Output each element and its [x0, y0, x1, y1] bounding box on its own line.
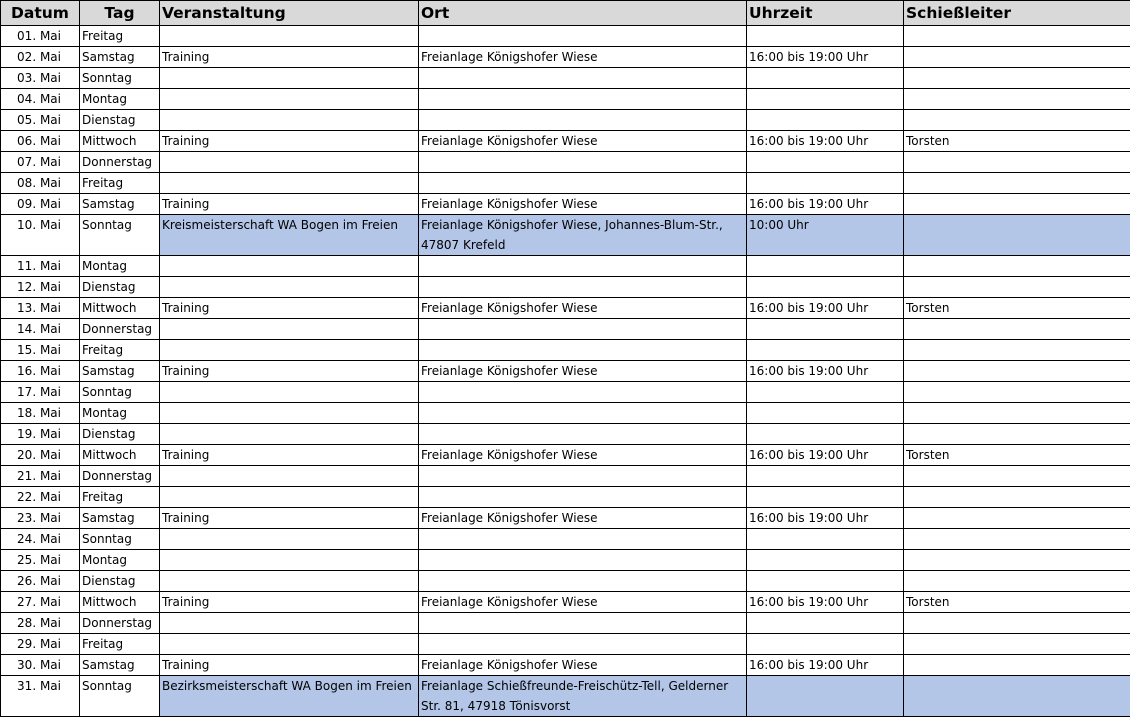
cell-datum: 23. Mai [1, 508, 80, 529]
cell-veranstaltung [160, 89, 419, 110]
cell-uhrzeit: 16:00 bis 19:00 Uhr [747, 298, 904, 319]
cell-uhrzeit [747, 487, 904, 508]
table-row [1, 194, 1130, 215]
cell-tag: Sonntag [80, 529, 160, 550]
cell-datum: 29. Mai [1, 634, 80, 655]
cell-uhrzeit [747, 466, 904, 487]
cell-veranstaltung [160, 487, 419, 508]
cell-tag: Samstag [80, 361, 160, 382]
header-schiessleiter: Schießleiter [904, 1, 1130, 26]
table-row [1, 131, 1130, 152]
cell-veranstaltung: Training [160, 592, 419, 613]
header-datum: Datum [1, 1, 80, 26]
table-row [1, 319, 1130, 340]
table-row [1, 508, 1130, 529]
cell-ort [419, 319, 747, 340]
cell-uhrzeit [747, 529, 904, 550]
cell-veranstaltung: Training [160, 445, 419, 466]
cell-ort [419, 529, 747, 550]
table-row [1, 571, 1130, 592]
cell-ort [419, 89, 747, 110]
cell-uhrzeit [747, 173, 904, 194]
cell-schiessleiter [904, 508, 1130, 529]
cell-ort [419, 256, 747, 277]
cell-tag: Freitag [80, 487, 160, 508]
table-row [1, 110, 1130, 131]
cell-ort: Freianlage Königshofer Wiese [419, 508, 747, 529]
cell-veranstaltung [160, 466, 419, 487]
table-row [1, 68, 1130, 89]
cell-schiessleiter [904, 173, 1130, 194]
cell-ort: Freianlage Königshofer Wiese [419, 47, 747, 68]
cell-ort: Freianlage Königshofer Wiese [419, 592, 747, 613]
cell-uhrzeit: 16:00 bis 19:00 Uhr [747, 361, 904, 382]
header-tag: Tag [80, 1, 160, 26]
table-row [1, 47, 1130, 68]
cell-schiessleiter [904, 487, 1130, 508]
table-row [1, 298, 1130, 319]
cell-tag: Dienstag [80, 110, 160, 131]
cell-veranstaltung [160, 152, 419, 173]
cell-tag: Freitag [80, 634, 160, 655]
cell-veranstaltung [160, 613, 419, 634]
table-row [1, 529, 1130, 550]
cell-ort [419, 550, 747, 571]
cell-tag: Mittwoch [80, 445, 160, 466]
table-row [1, 277, 1130, 298]
table-row [1, 613, 1130, 634]
cell-datum: 10. Mai [1, 215, 80, 256]
cell-veranstaltung [160, 634, 419, 655]
cell-ort [419, 487, 747, 508]
cell-ort [419, 466, 747, 487]
cell-ort [419, 571, 747, 592]
cell-ort [419, 110, 747, 131]
cell-veranstaltung [160, 110, 419, 131]
cell-veranstaltung: Training [160, 508, 419, 529]
cell-veranstaltung: Training [160, 655, 419, 676]
table-row [1, 676, 1130, 717]
cell-veranstaltung [160, 529, 419, 550]
cell-datum: 02. Mai [1, 47, 80, 68]
header-ort: Ort [419, 1, 747, 26]
cell-schiessleiter [904, 634, 1130, 655]
cell-uhrzeit [747, 319, 904, 340]
cell-ort [419, 277, 747, 298]
cell-schiessleiter [904, 655, 1130, 676]
cell-ort: Freianlage Königshofer Wiese [419, 298, 747, 319]
cell-uhrzeit: 16:00 bis 19:00 Uhr [747, 655, 904, 676]
cell-uhrzeit [747, 634, 904, 655]
cell-datum: 18. Mai [1, 403, 80, 424]
cell-uhrzeit [747, 110, 904, 131]
cell-datum: 20. Mai [1, 445, 80, 466]
table-row [1, 403, 1130, 424]
cell-schiessleiter [904, 466, 1130, 487]
cell-ort: Freianlage Königshofer Wiese [419, 131, 747, 152]
table-row [1, 361, 1130, 382]
cell-datum: 24. Mai [1, 529, 80, 550]
table-row [1, 634, 1130, 655]
cell-ort: Freianlage Königshofer Wiese [419, 445, 747, 466]
cell-schiessleiter: Torsten [904, 298, 1130, 319]
cell-schiessleiter [904, 256, 1130, 277]
cell-datum: 08. Mai [1, 173, 80, 194]
cell-datum: 21. Mai [1, 466, 80, 487]
cell-datum: 15. Mai [1, 340, 80, 361]
cell-datum: 12. Mai [1, 277, 80, 298]
cell-schiessleiter [904, 676, 1130, 717]
cell-schiessleiter: Torsten [904, 445, 1130, 466]
cell-uhrzeit: 10:00 Uhr [747, 215, 904, 256]
cell-tag: Mittwoch [80, 298, 160, 319]
cell-veranstaltung [160, 550, 419, 571]
table-row [1, 550, 1130, 571]
cell-schiessleiter [904, 89, 1130, 110]
cell-schiessleiter [904, 403, 1130, 424]
cell-datum: 06. Mai [1, 131, 80, 152]
cell-tag: Montag [80, 89, 160, 110]
cell-datum: 27. Mai [1, 592, 80, 613]
cell-schiessleiter [904, 47, 1130, 68]
cell-tag: Samstag [80, 194, 160, 215]
cell-tag: Freitag [80, 26, 160, 47]
cell-tag: Freitag [80, 340, 160, 361]
cell-schiessleiter [904, 110, 1130, 131]
cell-veranstaltung [160, 571, 419, 592]
cell-tag: Samstag [80, 655, 160, 676]
cell-tag: Montag [80, 403, 160, 424]
cell-veranstaltung [160, 256, 419, 277]
table-row [1, 89, 1130, 110]
cell-datum: 26. Mai [1, 571, 80, 592]
table-row [1, 215, 1130, 256]
cell-schiessleiter [904, 68, 1130, 89]
cell-schiessleiter [904, 382, 1130, 403]
cell-tag: Sonntag [80, 676, 160, 717]
table-row [1, 382, 1130, 403]
cell-uhrzeit [747, 550, 904, 571]
cell-tag: Mittwoch [80, 131, 160, 152]
cell-datum: 25. Mai [1, 550, 80, 571]
cell-ort: Freianlage Schießfreunde-Freischütz-Tell, Gelderner Str. 81, 47918 Tönisvorst [419, 676, 747, 717]
cell-schiessleiter [904, 194, 1130, 215]
table-row [1, 256, 1130, 277]
cell-tag: Donnerstag [80, 613, 160, 634]
cell-datum: 01. Mai [1, 26, 80, 47]
cell-uhrzeit [747, 424, 904, 445]
cell-datum: 05. Mai [1, 110, 80, 131]
cell-tag: Donnerstag [80, 319, 160, 340]
cell-veranstaltung [160, 382, 419, 403]
cell-schiessleiter [904, 613, 1130, 634]
cell-schiessleiter: Torsten [904, 131, 1130, 152]
cell-datum: 16. Mai [1, 361, 80, 382]
cell-datum: 11. Mai [1, 256, 80, 277]
cell-ort: Freianlage Königshofer Wiese [419, 655, 747, 676]
cell-datum: 28. Mai [1, 613, 80, 634]
table-row [1, 424, 1130, 445]
cell-tag: Dienstag [80, 277, 160, 298]
cell-schiessleiter [904, 26, 1130, 47]
cell-veranstaltung: Kreismeisterschaft WA Bogen im Freien [160, 215, 419, 256]
cell-datum: 31. Mai [1, 676, 80, 717]
cell-uhrzeit: 16:00 bis 19:00 Uhr [747, 194, 904, 215]
cell-tag: Sonntag [80, 68, 160, 89]
cell-tag: Samstag [80, 47, 160, 68]
cell-uhrzeit: 16:00 bis 19:00 Uhr [747, 47, 904, 68]
cell-ort: Freianlage Königshofer Wiese, Johannes-Blum-Str., 47807 Krefeld [419, 215, 747, 256]
cell-ort [419, 173, 747, 194]
cell-datum: 13. Mai [1, 298, 80, 319]
cell-datum: 17. Mai [1, 382, 80, 403]
cell-tag: Dienstag [80, 571, 160, 592]
cell-ort [419, 634, 747, 655]
cell-ort [419, 382, 747, 403]
cell-tag: Freitag [80, 173, 160, 194]
cell-tag: Sonntag [80, 215, 160, 256]
header-veranstaltung: Veranstaltung [160, 1, 419, 26]
cell-datum: 22. Mai [1, 487, 80, 508]
cell-schiessleiter [904, 361, 1130, 382]
table-row [1, 26, 1130, 47]
cell-datum: 07. Mai [1, 152, 80, 173]
cell-ort [419, 424, 747, 445]
cell-datum: 30. Mai [1, 655, 80, 676]
table-row [1, 173, 1130, 194]
cell-ort [419, 340, 747, 361]
cell-uhrzeit [747, 403, 904, 424]
cell-datum: 04. Mai [1, 89, 80, 110]
table-row [1, 152, 1130, 173]
cell-ort [419, 68, 747, 89]
cell-ort: Freianlage Königshofer Wiese [419, 361, 747, 382]
cell-schiessleiter [904, 340, 1130, 361]
cell-veranstaltung: Bezirksmeisterschaft WA Bogen im Freien [160, 676, 419, 717]
table-row [1, 592, 1130, 613]
cell-uhrzeit [747, 68, 904, 89]
cell-tag: Donnerstag [80, 466, 160, 487]
cell-ort [419, 152, 747, 173]
cell-schiessleiter [904, 277, 1130, 298]
cell-uhrzeit: 16:00 bis 19:00 Uhr [747, 445, 904, 466]
cell-uhrzeit [747, 382, 904, 403]
table-row [1, 487, 1130, 508]
cell-veranstaltung [160, 424, 419, 445]
cell-datum: 09. Mai [1, 194, 80, 215]
cell-uhrzeit [747, 256, 904, 277]
cell-schiessleiter [904, 319, 1130, 340]
cell-tag: Montag [80, 256, 160, 277]
cell-datum: 19. Mai [1, 424, 80, 445]
cell-tag: Mittwoch [80, 592, 160, 613]
cell-schiessleiter [904, 152, 1130, 173]
cell-uhrzeit [747, 676, 904, 717]
cell-veranstaltung [160, 68, 419, 89]
cell-veranstaltung [160, 26, 419, 47]
cell-uhrzeit [747, 89, 904, 110]
cell-ort [419, 26, 747, 47]
cell-tag: Sonntag [80, 382, 160, 403]
cell-schiessleiter [904, 529, 1130, 550]
cell-veranstaltung: Training [160, 298, 419, 319]
cell-datum: 14. Mai [1, 319, 80, 340]
cell-uhrzeit [747, 340, 904, 361]
cell-ort [419, 403, 747, 424]
cell-ort: Freianlage Königshofer Wiese [419, 194, 747, 215]
cell-tag: Samstag [80, 508, 160, 529]
table-body [1, 26, 1130, 717]
cell-uhrzeit [747, 26, 904, 47]
cell-tag: Donnerstag [80, 152, 160, 173]
cell-schiessleiter [904, 550, 1130, 571]
cell-uhrzeit: 16:00 bis 19:00 Uhr [747, 131, 904, 152]
cell-schiessleiter [904, 571, 1130, 592]
cell-veranstaltung: Training [160, 194, 419, 215]
table-row [1, 655, 1130, 676]
cell-datum: 03. Mai [1, 68, 80, 89]
table-row [1, 340, 1130, 361]
cell-uhrzeit: 16:00 bis 19:00 Uhr [747, 508, 904, 529]
cell-veranstaltung: Training [160, 47, 419, 68]
cell-veranstaltung: Training [160, 131, 419, 152]
cell-veranstaltung [160, 319, 419, 340]
cell-ort [419, 613, 747, 634]
cell-veranstaltung [160, 340, 419, 361]
table-row [1, 466, 1130, 487]
cell-veranstaltung [160, 173, 419, 194]
cell-veranstaltung: Training [160, 361, 419, 382]
table-row [1, 445, 1130, 466]
cell-uhrzeit [747, 152, 904, 173]
cell-uhrzeit: 16:00 bis 19:00 Uhr [747, 592, 904, 613]
cell-schiessleiter [904, 215, 1130, 256]
cell-tag: Montag [80, 550, 160, 571]
cell-uhrzeit [747, 613, 904, 634]
cell-tag: Dienstag [80, 424, 160, 445]
cell-uhrzeit [747, 571, 904, 592]
cell-uhrzeit [747, 277, 904, 298]
cell-schiessleiter [904, 424, 1130, 445]
cell-veranstaltung [160, 277, 419, 298]
header-row [1, 1, 1130, 26]
cell-veranstaltung [160, 403, 419, 424]
header-uhrzeit: Uhrzeit [747, 1, 904, 26]
cell-schiessleiter: Torsten [904, 592, 1130, 613]
